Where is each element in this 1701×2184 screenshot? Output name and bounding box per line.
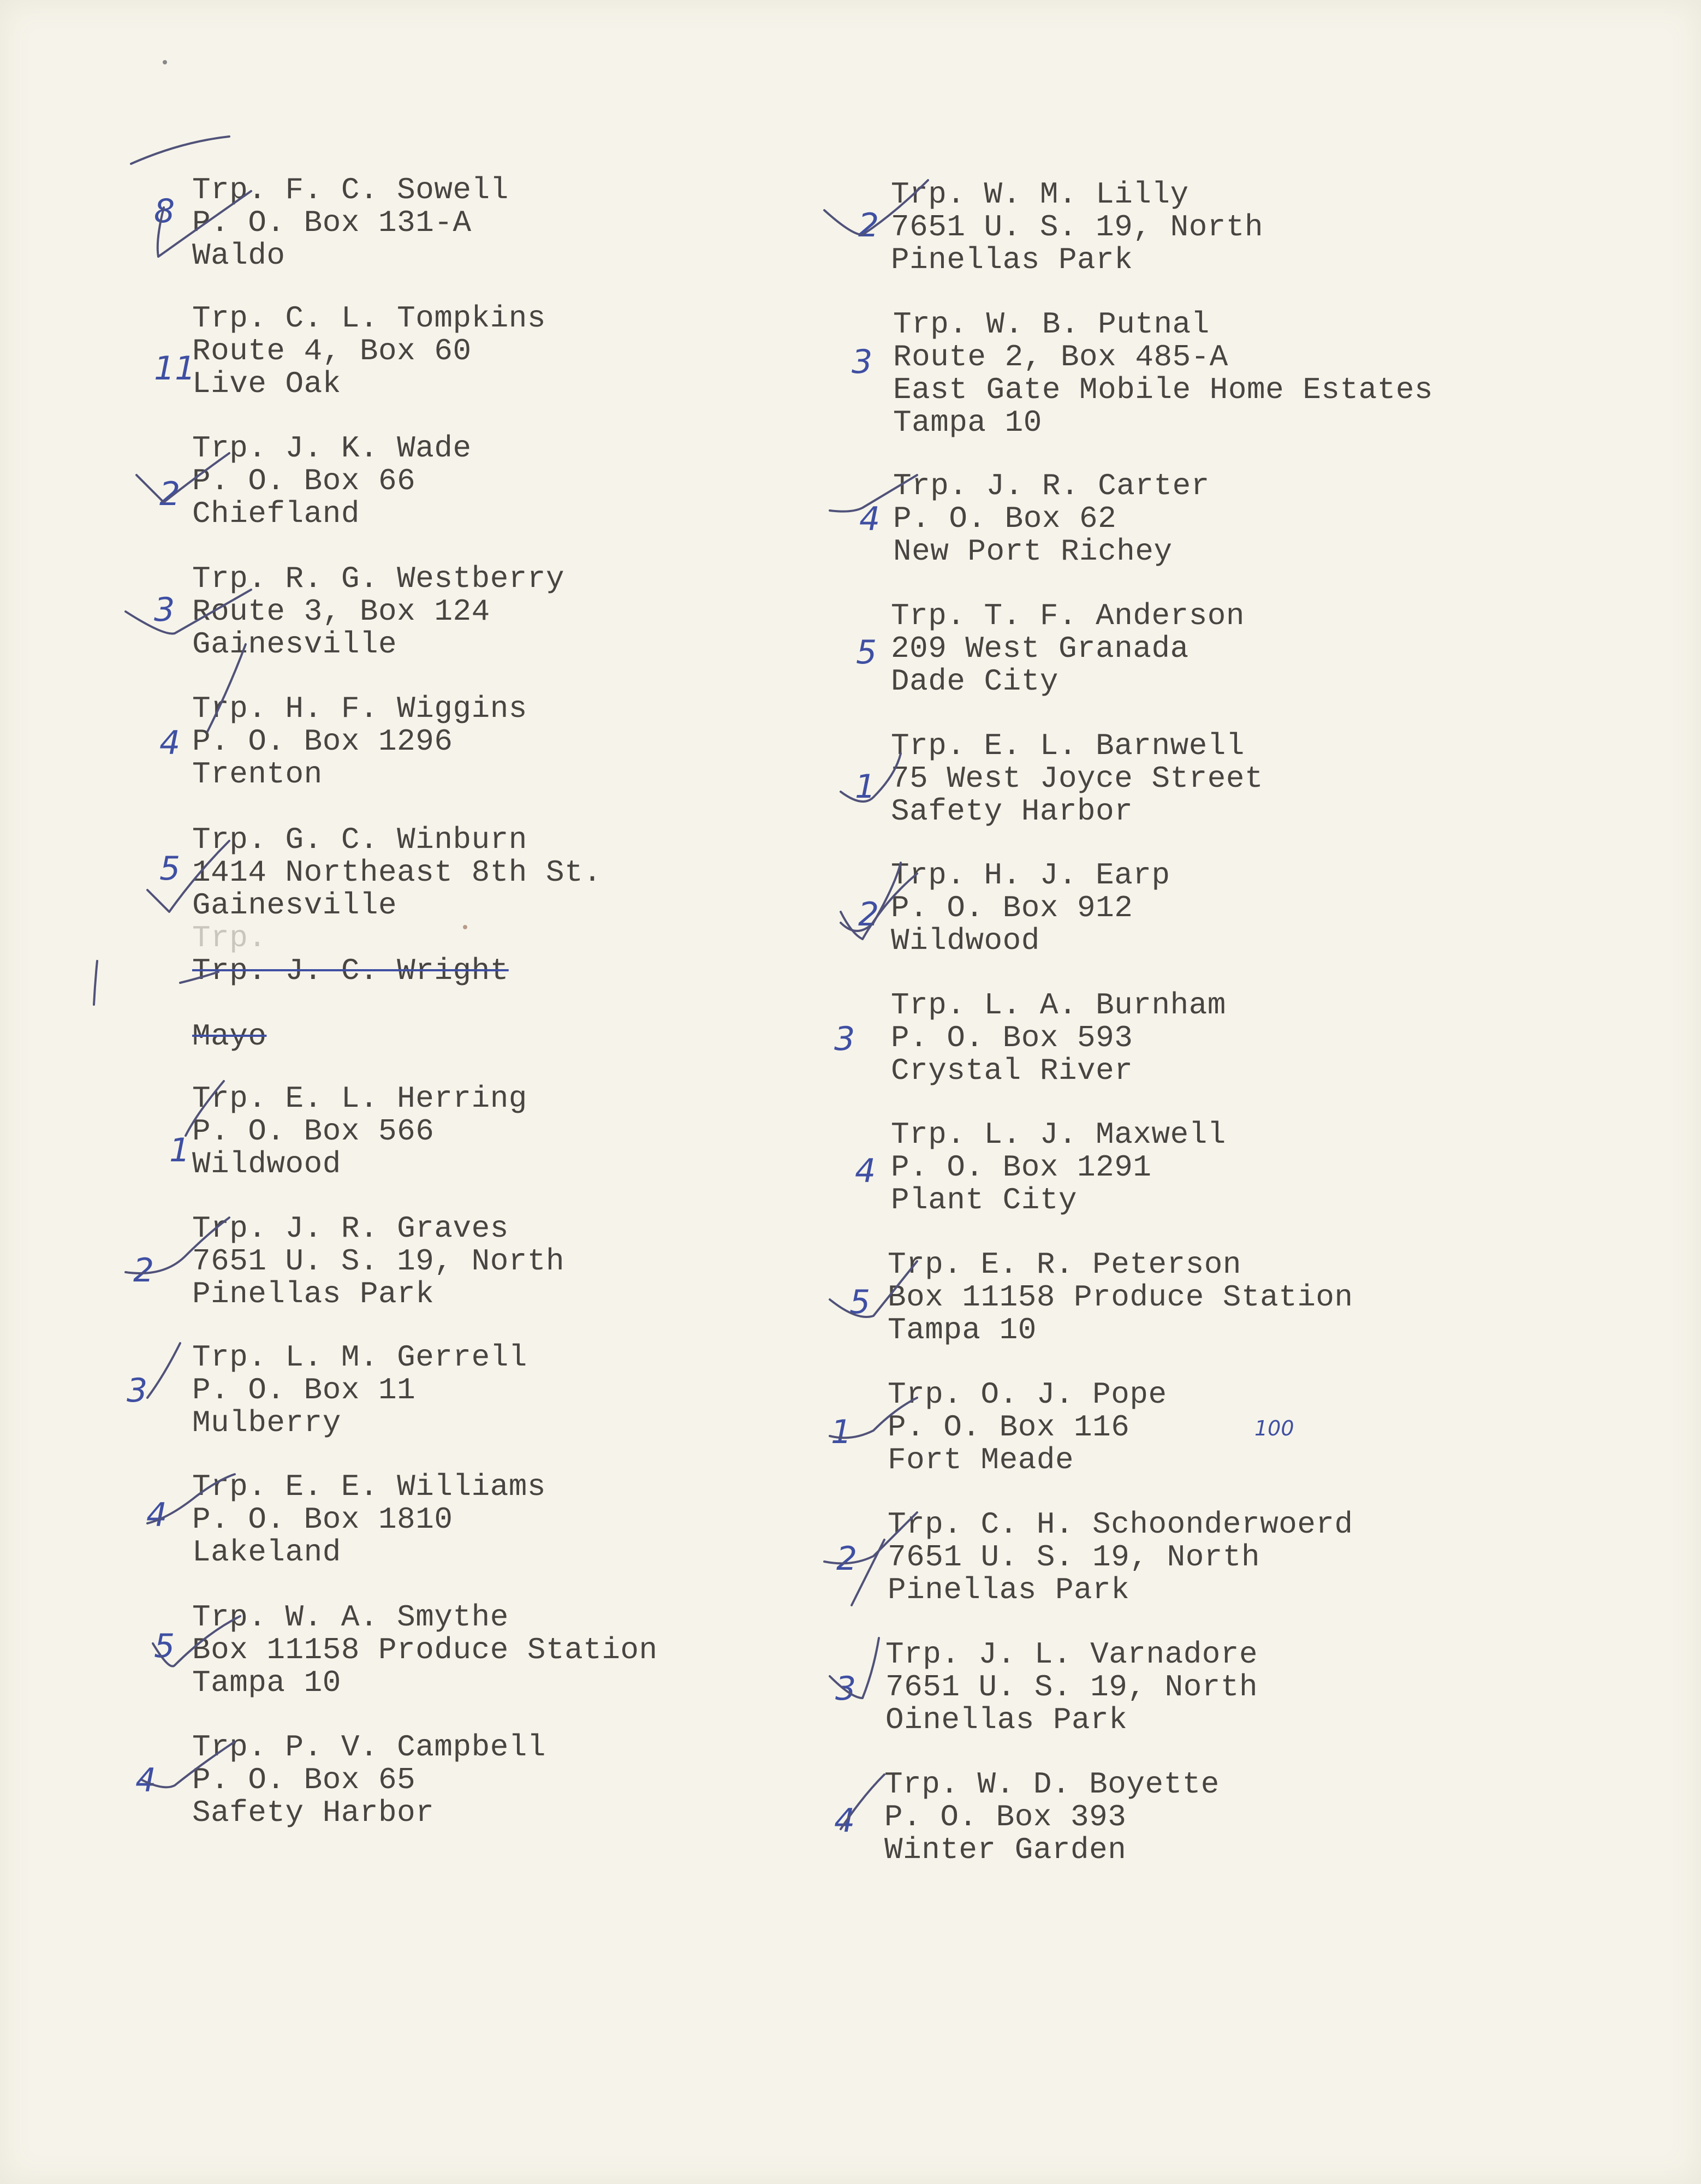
handwritten-number: 2: [836, 1540, 858, 1578]
entry-city: Gainesville: [192, 888, 397, 923]
entry-address: 7651 U. S. 19, North: [888, 1540, 1260, 1575]
handwritten-number: 4: [146, 1496, 168, 1534]
handwritten-number: 11: [154, 349, 196, 388]
checkmark-icon: [126, 1218, 229, 1273]
entry-city: Wildwood: [891, 923, 1040, 958]
handwritten-number: 4: [135, 1761, 157, 1800]
entry-name: Trp. E. L. Barnwell: [891, 728, 1245, 763]
entry-address: 209 West Granada: [891, 631, 1189, 666]
handwritten-number: 1: [831, 1413, 852, 1451]
entry-address: Route 2, Box 485-A: [893, 340, 1228, 375]
entry-name: Trp. L. A. Burnham: [891, 988, 1226, 1023]
entry-address: P. O. Box 393: [884, 1800, 1127, 1835]
handwritten-number: 4: [859, 500, 881, 538]
checkmark-icon: [830, 1638, 879, 1698]
entry-name: Trp. R. G. Westberry: [192, 561, 565, 596]
entry-name: Trp. P. V. Campbell: [192, 1730, 546, 1765]
entry-name: Trp. T. F. Anderson: [891, 598, 1245, 633]
entry-name: Trp. H. J. Earp: [891, 858, 1170, 893]
handwritten-number: 1: [855, 768, 876, 806]
entry-city: Wildwood: [192, 1147, 341, 1182]
checkmark-icon: [824, 1512, 917, 1563]
entry-address: P. O. Box 1810: [192, 1502, 453, 1537]
entry-address: P. O. Box 566: [192, 1114, 435, 1149]
handwritten-note: 100: [1254, 1416, 1294, 1440]
entry-name: Trp. J. L. Varnadore: [885, 1637, 1258, 1672]
handwritten-number: 5: [154, 1627, 175, 1665]
entry-name: Trp. F. C. Sowell: [192, 173, 509, 207]
checkmark-icon: [142, 1742, 235, 1787]
entry-name: Trp. W. M. Lilly: [891, 177, 1189, 212]
checkmark-icon: [207, 644, 246, 732]
handwritten-number: 3: [154, 591, 175, 629]
entry-address: Route 4, Box 60: [192, 334, 472, 369]
checkmark-icon: [147, 1343, 180, 1398]
entry-address: P. O. Box 1291: [891, 1150, 1152, 1185]
entry-address: P. O. Box 62: [893, 501, 1117, 536]
entry-address: 75 West Joyce Street: [891, 761, 1264, 796]
entry-city: Pinellas Park: [192, 1277, 435, 1311]
checkmark-icon: [841, 753, 901, 802]
handwritten-number: 3: [835, 1670, 857, 1708]
checkmark-icon: [136, 453, 229, 502]
entry-name: Trp. O. J. Pope: [888, 1377, 1167, 1412]
entry-name: Trp. G. C. Winburn: [192, 822, 527, 857]
entry-address: Box 11158 Produce Station: [192, 1633, 658, 1667]
entry-name: Trp. H. F. Wiggins: [192, 691, 527, 726]
handwritten-number: 5: [159, 850, 181, 888]
entry-city: Trenton: [192, 757, 323, 792]
checkmark-icon: [147, 841, 229, 912]
entry-city: Tampa 10: [888, 1313, 1037, 1348]
entry-address: P. O. Box 131-A: [192, 205, 472, 240]
entry-name: Trp. C. L. Tompkins: [192, 301, 546, 336]
checkmark-icon: [131, 136, 229, 164]
entry-city: Gainesville: [192, 627, 397, 662]
entry-name: Trp. J. R. Carter: [893, 468, 1210, 503]
margin-stroke-icon: [94, 961, 97, 1005]
checkmark-icon: [153, 1616, 240, 1666]
handwritten-number: 4: [855, 1152, 876, 1190]
handwritten-number: 3: [834, 1020, 855, 1058]
entry-address: P. O. Box 1296: [192, 724, 453, 759]
entry-address: P. O. Box 593: [891, 1020, 1133, 1055]
entry-city: Plant City: [891, 1183, 1078, 1218]
entry-name: Trp. E. R. Peterson: [888, 1247, 1242, 1282]
entry-city: Oinellas Park: [885, 1702, 1128, 1737]
entry-city: Fort Meade: [888, 1443, 1074, 1477]
handwritten-number: 2: [858, 895, 879, 934]
entry-address: 7651 U. S. 19, North: [192, 1244, 565, 1279]
entry-name: Trp. J. K. Wade: [192, 431, 472, 466]
entry-name: Trp. E. L. Herring: [192, 1081, 527, 1116]
entry-city: Tampa 10: [192, 1665, 341, 1700]
handwritten-number: 3: [852, 343, 873, 381]
struck-name: Trp. J. C. Wright: [192, 953, 509, 988]
checkmark-icon: [158, 191, 251, 257]
entry-name: Trp. W. B. Putnal: [893, 307, 1210, 342]
handwritten-number: 4: [159, 724, 181, 762]
entry-city: Chiefland: [192, 496, 360, 531]
entry-name: Trp. E. E. Williams: [192, 1469, 546, 1504]
checkmark-icon: [830, 475, 917, 512]
handwritten-number: 8: [154, 192, 175, 230]
faint-overtype: Trp.: [192, 921, 267, 956]
entry-city: Lakeland: [192, 1535, 341, 1570]
entry-address: P. O. Box 912: [891, 891, 1133, 925]
entry-name: Trp. C. H. Schoonderwoerd: [888, 1507, 1353, 1542]
struck-city: Mayo: [192, 1019, 267, 1054]
paper-speck: [163, 60, 167, 64]
entry-city: Safety Harbor: [891, 794, 1133, 829]
handwritten-number: 4: [834, 1802, 855, 1840]
checkmark-icon: [841, 1775, 884, 1829]
checkmark-icon: [126, 590, 251, 634]
entry-city: New Port Richey: [893, 534, 1173, 569]
entry-city: Tampa 10: [893, 405, 1042, 440]
checkmark-icon: [852, 1540, 884, 1605]
entry-address: 7651 U. S. 19, North: [885, 1670, 1258, 1705]
entry-city: Pinellas Park: [891, 242, 1133, 277]
handwritten-number: 5: [856, 633, 877, 672]
entry-name: Trp. L. J. Maxwell: [891, 1117, 1226, 1152]
checkmark-icon: [824, 180, 928, 235]
handwritten-number: 5: [849, 1283, 871, 1321]
checkmark-icon: [186, 1081, 224, 1136]
entry-name: Trp. L. M. Gerrell: [192, 1340, 527, 1375]
entry-address: Route 3, Box 124: [192, 594, 490, 629]
checkmark-icon: [180, 972, 218, 983]
entry-city: Waldo: [192, 238, 286, 273]
checkmark-icon: [830, 1261, 917, 1317]
handwritten-number: 2: [133, 1251, 154, 1290]
entry-city: Live Oak: [192, 366, 341, 401]
entry-address: P. O. Box 116: [888, 1410, 1130, 1445]
entry-extra: East Gate Mobile Home Estates: [893, 372, 1434, 407]
handwritten-number: 2: [858, 206, 879, 245]
entry-city: Safety Harbor: [192, 1795, 435, 1830]
handwritten-number: 2: [159, 475, 181, 513]
entry-address: 1414 Northeast 8th St.: [192, 855, 602, 890]
checkmark-icon: [147, 1474, 235, 1523]
entry-address: P. O. Box 65: [192, 1762, 416, 1797]
handwritten-number: 1: [169, 1131, 191, 1170]
entry-address: Box 11158 Produce Station: [888, 1280, 1353, 1315]
handwritten-number: 3: [127, 1372, 148, 1410]
entry-city: Dade City: [891, 664, 1058, 699]
entry-address: P. O. Box 11: [192, 1373, 416, 1408]
entry-name: Trp. W. A. Smythe: [192, 1600, 509, 1635]
entry-city: Mulberry: [192, 1405, 341, 1440]
entry-address: 7651 U. S. 19, North: [891, 210, 1264, 245]
entry-name: Trp. W. D. Boyette: [884, 1767, 1220, 1802]
paper-speck: [463, 925, 467, 929]
checkmark-icon: [841, 874, 917, 939]
entry-city: Pinellas Park: [888, 1572, 1130, 1607]
entry-address: P. O. Box 66: [192, 464, 416, 498]
entry-name: Trp. J. R. Graves: [192, 1211, 509, 1246]
checkmark-icon: [830, 1398, 917, 1438]
entry-city: Crystal River: [891, 1053, 1133, 1088]
entry-city: Winter Garden: [884, 1832, 1127, 1867]
